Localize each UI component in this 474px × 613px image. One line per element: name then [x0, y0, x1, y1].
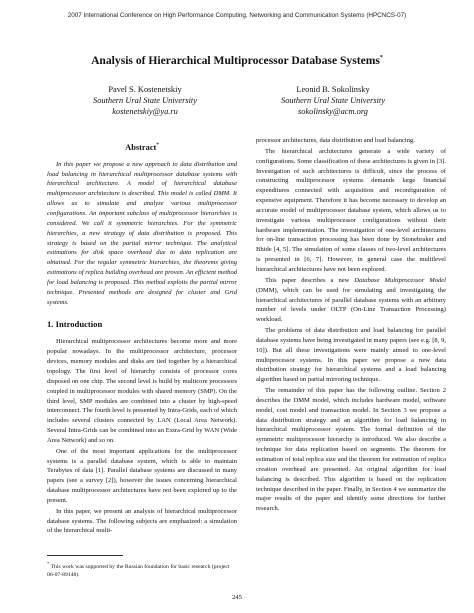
intro-paragraph-6: The problems of data distribution and load balancing for parallel database systems have being investigated in many papers (see e.g. [8, 9, 10]). But all these investigations were mainly aimed to one-level multiprocessor systems. In this paper we propose a new data distribution strategy for hierarchical systems and a load balancing algorithm based on partial mirroring technique. — [256, 327, 446, 384]
author-name: Pavel S. Kostenetskiy — [108, 85, 182, 94]
intro-continuation: processor architectures, data distribution and load balancing. — [256, 137, 415, 144]
author-block-1 — [55, 84, 235, 117]
footnote — [47, 560, 237, 579]
dmm-term: Database Multiprocessor Model — [354, 276, 446, 284]
author-email: kostenetskiy@ya.ru — [112, 107, 178, 116]
intro-paragraph-4: The hierarchical architectures generate a wide variety of configurations. Some classification of these architectures is given in [3]. Investigation of such architectures is difficult, since the process of constructing multiprocessor systems demands large financial expenditures connected with acquisition and reconfiguration of expensive equipment. Therefore it has become necessary to develop an accurate model of multiprocessor database system, which allows us to investigate various multiprocessor configurations without their hardware implementation. The investigation of one-level architectures for on-line transaction processing has been done by Stonebraker and Bhide [4, 5]. The simulation of some classes of two-level architectures is presented in [6, 7]. However, in general case the multilevel hierarchical architectures have not been explored. — [256, 147, 446, 273]
conference-header: 2007 International Conference on High Performance Computing, Networking and Communication Systems (HPCNCS-07) — [67, 12, 407, 19]
footnote-text: This work was supported by the Russian foundation for basic research (project 06-07-89148). — [47, 563, 230, 578]
title-footnote-mark: * — [379, 55, 383, 62]
abstract-heading-mark: * — [156, 143, 159, 148]
author-name: Leonid B. Sokolinsky — [296, 85, 370, 94]
intro-paragraph-1: Hierarchical multiprocessor architectures become more and more popular nowadays. In the multiprocessor architecture, processor devices, memory modules and disks are tied together by a hierarchical topology. The first level of hierarchy consists of processor cores disposed on one chip. The second level is build by multicore processors coupled in multiprocessor modules with shared memory (SMP). On the third level, SMP modules are combined into a cluster by high-speed interconnect. The fourth level is presented by Intra-Grids, each of which includes several clusters connected by LAN (Local Area Network). Several Intra-Grids can be combined into an Extra-Grid by WAN (Wide Area Network) and so on. — [47, 338, 237, 444]
author-affiliation: Southern Ural State University — [93, 96, 197, 105]
abstract-heading-text: Abstract — [125, 142, 157, 152]
left-column — [47, 136, 237, 537]
author-affiliation: Southern Ural State University — [281, 96, 385, 105]
paper-title — [0, 54, 474, 67]
paragraph-5-rest: (DMM), which can be used for simulating and investigating the hierarchical architectures of parallel database systems with an arbitrary number of levels under OLTP (On-Line Transaction Processing) workload. — [256, 286, 446, 324]
title-text: Analysis of Hierarchical Multiprocessor Database Systems — [91, 54, 380, 67]
paragraph-5-lead: This paper describes a new — [265, 276, 355, 284]
intro-paragraph-7: The remainder of this paper has the following outline. Section 2 describes the DMM model, which includes hardware model, software model, cost model and transaction model. In Section 3 we propose a data distribution strategy and an algorithm for load balancing in hierarchical multiprocessor system. The formal definition of the symmetric multiprocessor hierarchy is introduced. We also describe a technique for data replication based on segments. The theorem for estimation of total replica size and the theorem for estimation of replica creation overhead are presented. An original algorithm for load balancing is described. This algorithm is based on the replication technique described in the paper. Finally, in Section 4 we summarize the major results of the paper and identify some directions for further research. — [256, 387, 446, 513]
intro-paragraph-3: In this paper, we present an analysis of hierarchical multiprocessor database systems. The following subjects are emphasized: a simulation of the hierarchical multi- — [47, 507, 237, 535]
abstract-heading — [47, 140, 237, 154]
page-number: 245 — [232, 594, 242, 601]
intro-paragraph-2: One of the most important applications for the multiprocessor systems is a parallel database system, which is able to maintain Terabytes of data [1]. Parallel database systems are discussed in many papers (see a survey [2]), however the issues concerning hierarchical database multiprocessor architectures have not been explored up to the present. — [47, 447, 237, 504]
section-heading-introduction: 1. Introduction — [47, 319, 103, 330]
abstract-text: In this paper we propose a new approach to data distribution and load balancing in hierarchical multiprocessor database systems with hierarchical architecture. A model of hierarchical database multiprocessor architecture is described. This model is called DMM. It allows us to simulate and analyze various multiprocessor configurations. An important subclass of multiprocessor hierarchies is considered. We call it symmetric hierarchies. For the symmetric hierarchies, a new strategy of data distribution is proposed. This strategy is based on the partial mirror technique. The analytical estimations for disk space overhead due to data replication are obtained. For the regular symmetric hierarchies, the theorems giving estimations of replica building overhead are proven. An efficient method for load balancing is proposed. This method exploits the partial mirror technique. Presented methods are designed for cluster and Grid systems. — [47, 160, 237, 306]
footnote-mark: * — [47, 561, 50, 566]
footnote-divider — [47, 555, 123, 556]
author-email: sokolinsky@acm.org — [298, 107, 368, 116]
intro-paragraph-5 — [256, 276, 446, 325]
author-block-2 — [243, 84, 423, 117]
right-column — [256, 136, 446, 515]
